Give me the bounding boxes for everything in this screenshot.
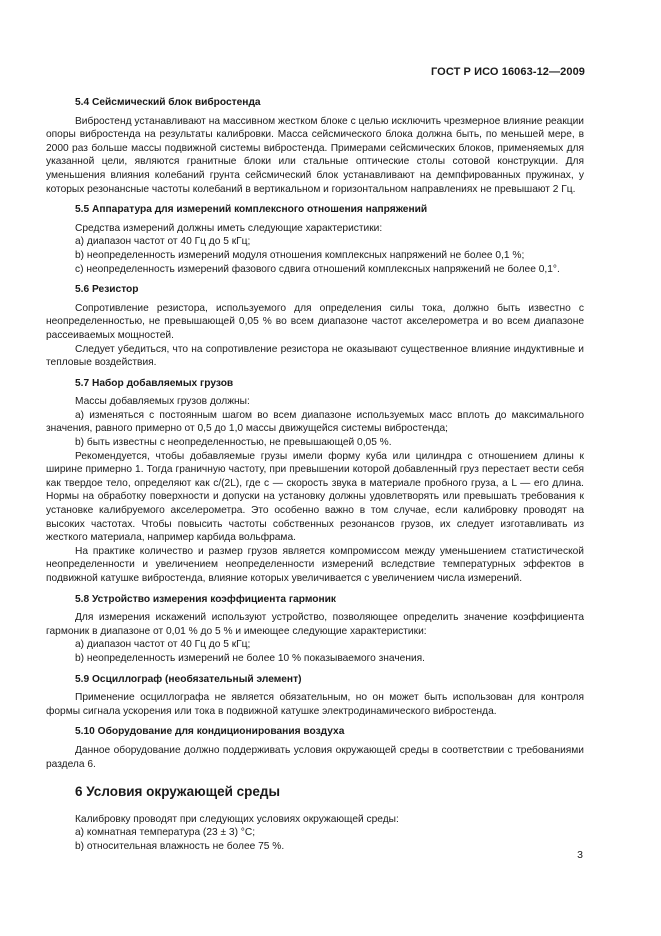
section-5-8-item-a: a) диапазон частот от 40 Гц до 5 кГц; <box>75 639 251 651</box>
section-5-5-heading: 5.5 Аппаратура для измерений комплексного отношения напряжений <box>75 204 428 216</box>
section-5-6-heading: 5.6 Резистор <box>75 284 139 296</box>
section-5-4-paragraph: Вибростенд устанавливают на массивном жестком блоке с целью исключить чрезмерное влияние реакции опоры вибростенда на результаты калибровки. Масса сейсмического блока должна быть, по меньшей мере, в 2000 раз больше массы подвижной системы вибростенда. Примерами сейсмических блоков, применяемых для указанной цели, являются гранитные блоки или стальные оптические столы сотовой конструкции. Для уменьшения влияния колебаний грунта сейсмический блок устанавливают на демпфированных пружинах, у которых резонансные частоты колебаний в вертикальном и горизонтальном направлениях не превышают 2 Гц. <box>46 115 584 195</box>
section-5-5-item-b: b) неопределенность измерений модуля отношения комплексных напряжений не более 0,1 %; <box>75 249 525 261</box>
section-5-7-paragraph-2: На практике количество и размер грузов является компромиссом между уменьшением статистической неопределенности и увеличением неопределенности измерений вследствие температурных эффектов в подвижной катушке вибростенда, влияние которых увеличивается с увеличением числа измерений. <box>46 545 584 584</box>
section-5-6-paragraph-2: Следует убедиться, что на сопротивление резистора не оказывают существенное влияние индуктивные и тепловые воздействия. <box>46 343 584 369</box>
section-5-7-intro: Массы добавляемых грузов должны: <box>75 396 250 408</box>
section-5-7-item-b: b) быть известны с неопределенностью, не превышающей 0,05 %. <box>75 437 392 449</box>
section-5-10-paragraph: Данное оборудование должно поддерживать условия окружающей среды в соответствии с требованиями раздела 6. <box>46 744 584 770</box>
section-6-item-a: a) комнатная температура (23 ± 3) °С; <box>75 827 256 839</box>
section-5-7-paragraph-1: Рекомендуется, чтобы добавляемые грузы имели форму куба или цилиндра с отношением длины к ширине примерно 1. Тогда граничную частоту, при превышении которой добавленный груз перестает вести себя как твердое тело, определяют как c/(2L), где c — скорость звука в материале пробного груза, а L — его длина. Нормы на обработку поверхности и допуски на установку должны удовлетворять или превышать требования к установке калибруемого акселерометра. Это особенно важно в том случае, если калибровку проводят на высоких частотах. Чтобы повысить частоты собственных резонансов грузов, их следует изготавливать из жесткого материала, например карбида вольфрама. <box>46 450 584 544</box>
page-body <box>46 96 584 854</box>
page-number: 3 <box>577 849 583 861</box>
section-5-8-item-b: b) неопределенность измерений не более 10 % показываемого значения. <box>75 652 425 664</box>
section-5-5-item-a: a) диапазон частот от 40 Гц до 5 кГц; <box>75 236 251 248</box>
section-5-9-paragraph: Применение осциллографа не является обязательным, но он может быть использован для контроля формы сигнала ускорения или тока в подвижной катушке электродинамического вибростенда. <box>46 692 584 717</box>
section-5-8-heading: 5.8 Устройство измерения коэффициента гармоник <box>75 593 336 605</box>
document-header: ГОСТ Р ИСО 16063-12—2009 <box>430 66 585 78</box>
section-5-10-heading: 5.10 Оборудование для кондиционирования воздуха <box>75 726 345 738</box>
section-6-intro: Калибровку проводят при следующих условиях окружающей среды: <box>75 813 399 825</box>
section-5-5-intro: Средства измерений должны иметь следующие характеристики: <box>75 222 383 234</box>
section-5-8-paragraph: Для измерения искажений используют устройство, позволяющее определить значение коэффициента гармоник в диапазоне от 0,01 % до 5 % и имеющее следующие характеристики: <box>46 612 584 637</box>
section-5-7-item-a: a) изменяться с постоянным шагом во всем диапазоне используемых масс вплоть до максимального значения, равного примерно от 0,5 до 1,0 массы движущейся системы вибростенда; <box>46 409 584 435</box>
section-5-6-paragraph-1: Сопротивление резистора, используемого для определения силы тока, должно быть известно с неопределенностью, не превышающей 0,05 % во всем диапазоне частот акселерометра и во всем диапазоне рассеиваемых мощностей. <box>46 302 584 341</box>
section-5-7-heading: 5.7 Набор добавляемых грузов <box>75 377 234 389</box>
section-5-9-heading: 5.9 Осциллограф (необязательный элемент) <box>75 673 302 685</box>
section-6-item-b: b) относительная влажность не более 75 %. <box>75 840 285 852</box>
section-5-5-item-c: c) неопределенность измерений фазового сдвига отношений комплексных напряжений не более 0,1°. <box>75 263 560 275</box>
section-6-heading: 6 Условия окружающей среды <box>75 784 281 800</box>
section-5-4-heading: 5.4 Сейсмический блок вибростенда <box>75 97 261 108</box>
